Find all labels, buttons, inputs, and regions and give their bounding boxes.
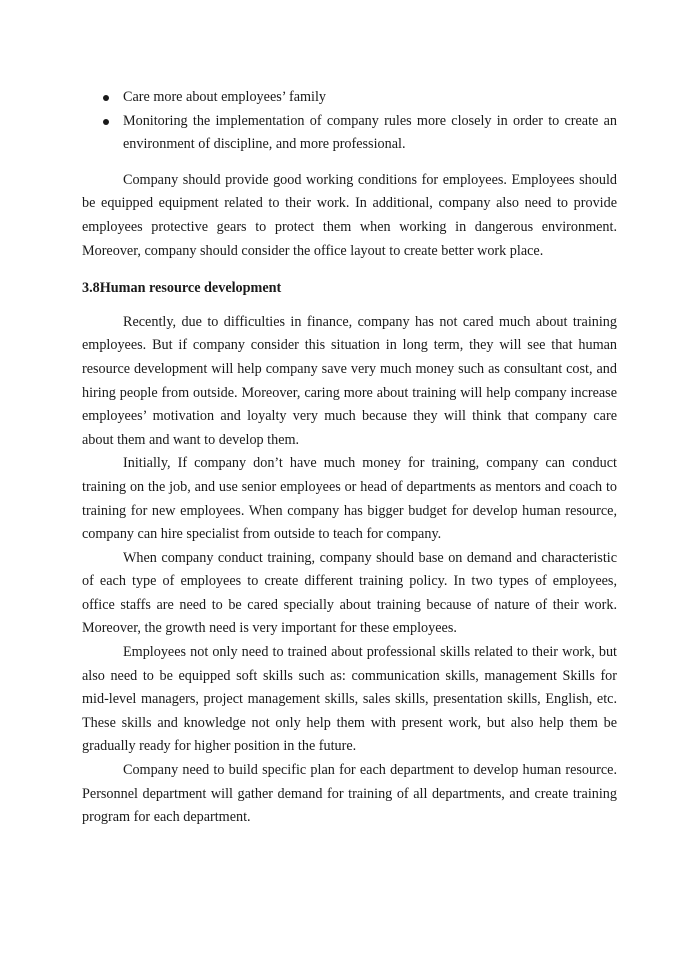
section-heading: 3.8Human resource development (82, 280, 282, 297)
paragraph: Employees not only need to trained about professional skills related to their work, but also need to be equipped soft skills such as: communication skills, management Skills for mid-level managers, project management skills, sales skills, presentation skills, English, etc. These skills and knowledge not only help them with present work, but also help them be gradually ready for higher position in the future. (82, 644, 617, 755)
paragraph: Initially, If company don’t have much money for training, company can conduct training on the job, and use senior employees or head of departments as mentors and coach to training for new employees. When company has bigger budget for develop human resource, company can hire specialist from outside to teach for company. (82, 455, 617, 543)
paragraph: Company need to build specific plan for each department to develop human resource. Personnel department will gather demand for training of all departments, and create training program for each department. (82, 762, 617, 826)
bullet-item (82, 110, 617, 157)
bullet-text: Care more about employees’ family (123, 89, 327, 105)
paragraph: When company conduct training, company should base on demand and characteristic of each type of employees to create different training policy. In two types of employees, office staffs are need to be cared specially about training because of nature of their work. Moreover, the growth need is very important for these employees. (82, 549, 617, 637)
document-page (82, 86, 617, 830)
bullet-dot-icon (103, 95, 109, 101)
bullet-text: Monitoring the implementation of company rules more closely in order to create an environment of discipline, and more professional. (123, 112, 617, 153)
paragraph: Recently, due to difficulties in finance, company has not cared much about training employees. But if company consider this situation in long term, they will see that human resource development will help company save very much money such as consultant cost, and hiring people from outside. Moreover, caring more about training will help company increase employees’ motivation and loyalty very much because they will think that company care about them and want to develop them. (82, 313, 617, 448)
bullet-item (82, 86, 617, 110)
paragraph-working-conditions: Company should provide good working conditions for employees. Employees should be equipped equipment related to their work. In additional, company also need to provide employees protective gears to protect them when working in dangerous environment. Moreover, company should consider the office layout to create better work place. (82, 171, 617, 259)
bullet-list (82, 86, 617, 157)
bullet-dot-icon (103, 119, 109, 125)
